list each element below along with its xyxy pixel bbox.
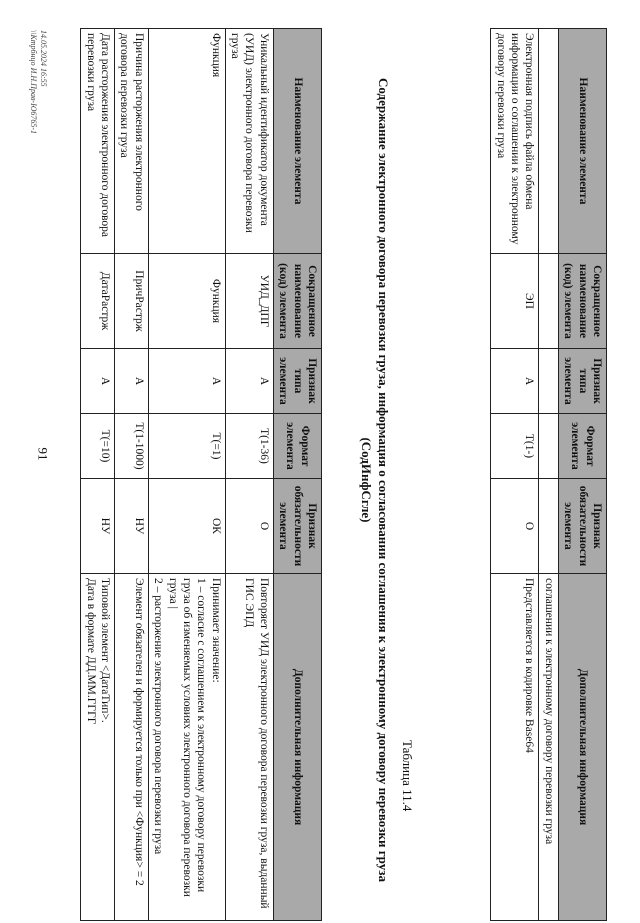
footer-timestamp: 14.05.2024 16:55 [39,30,48,87]
table-row [225,29,273,921]
header-cell: Дополнительная информация [558,574,606,921]
table-continuation [490,28,607,921]
table-cell: ПричРастрж [115,254,149,349]
table-cell: T(1-36) [225,414,273,479]
table-row [491,29,539,921]
table-cell [539,254,558,349]
table-cell: Уникальный идентификатор документа (УИД) электронного договора перевозки груза [225,29,273,254]
header-cell: Признак типа элемента [273,349,321,414]
table-cell: А [491,349,539,414]
table-cell: А [148,349,225,414]
header-cell: Признак обязательности элемента [558,479,606,574]
table-cell [539,414,558,479]
page-number: 91 [35,447,51,461]
table-cell: ОК [148,479,225,574]
table-cell: соглашении к электронному договору перевозки груза [539,574,558,921]
table-cell: Представляется в кодировке Base64 [491,574,539,921]
table-cell: T(1-) [491,414,539,479]
table-row [539,29,558,921]
table-cell: Повторяет УИД электронного договора перевозки груза, выданный ГИС ЭПД [225,574,273,921]
table-label: Таблица 11.4 [400,740,415,812]
table-cell: Элемент обязателен и формируется только при <Функция> = 2 [115,574,149,921]
table-cell: УИД_ДПГ [225,254,273,349]
table-cell: T(=1) [148,414,225,479]
table-cell: О [225,479,273,574]
table-cell [539,479,558,574]
header-cell: Сокращенное наименование (код) элемента [558,254,606,349]
header-cell: Признак типа элемента [558,349,606,414]
header-cell: Дополнительная информация [273,574,321,921]
table-cell [539,349,558,414]
table-cell: НУ [115,479,149,574]
table-cell: T(1-1000) [115,414,149,479]
header-cell: Формат элемента [558,414,606,479]
header-cell: Формат элемента [273,414,321,479]
table-title: Содержание электронного договора перевозки груза, информация о согласовании соглашения к электронному договору перевозки груза (СодИнфСгле) [359,78,391,882]
table-cell: Электронная подпись файла обмена информации о соглашении к электронному договору перевозки груза [491,29,539,254]
table-row [148,29,225,921]
table-row [81,29,115,921]
footer-path: \\Ктрбнцо И.Н.Прав-Ю6765-1 [29,30,39,135]
document-footer [29,30,48,134]
table-cell: ЭП [491,254,539,349]
table-cell: T(=10) [81,414,115,479]
table-row [115,29,149,921]
table-cell: А [115,349,149,414]
table-cell: Дата расторжения электронного договора перевозки груза [81,29,115,254]
table-cell: А [81,349,115,414]
header-cell: Признак обязательности элемента [273,479,321,574]
header-cell: Сокращенное наименование (код) элемента [273,254,321,349]
table-cell: Функция [148,29,225,254]
header-cell: Наименование элемента [558,29,606,254]
table-cell: ДатаРастрж [81,254,115,349]
header-cell: Наименование элемента [273,29,321,254]
table-cell: Функция [148,254,225,349]
table-cell: НУ [81,479,115,574]
table-11-4 [80,28,322,921]
table-cell: А [225,349,273,414]
table-cell: Типовой элемент <ДатаТип>. Дата в формате ДД.ММ.ГГГГ [81,574,115,921]
table-header-row [273,29,321,921]
table-cell: Принимает значение: 1 – согласие с соглашением к электронному договору перевозки груза об изменяемых условиях электронного договора перевозки груза | 2 – расторжение электронного договора перевозки груза [148,574,225,921]
table-cell [539,29,558,254]
table-header-row [558,29,606,921]
table-cell: Причина расторжения электронного договора перевозки груза [115,29,149,254]
table-cell: О [491,479,539,574]
